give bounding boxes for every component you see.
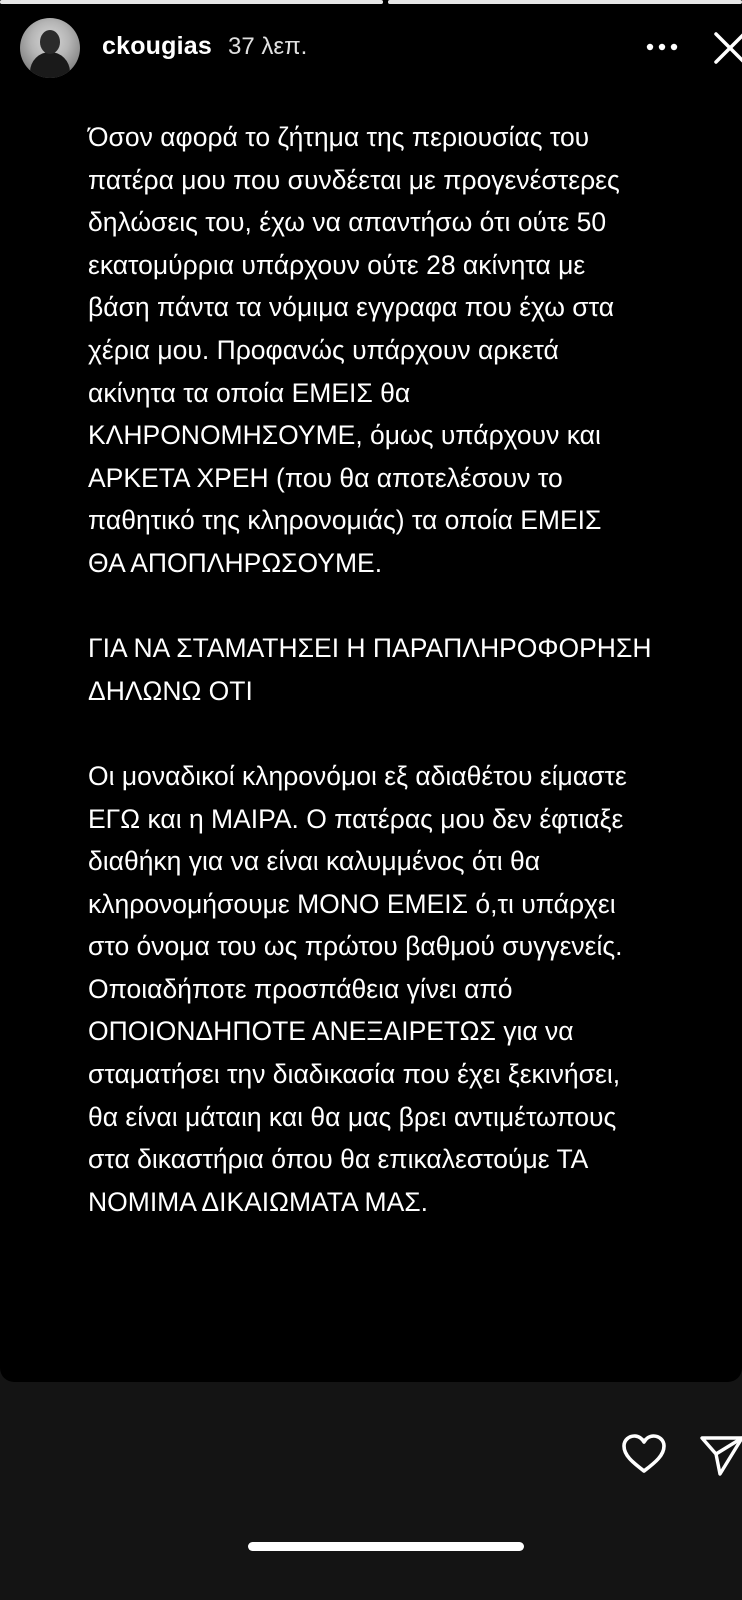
progress-segment-fill xyxy=(0,0,383,4)
story-progress-bar xyxy=(0,0,742,5)
heart-icon xyxy=(620,1432,668,1476)
progress-segment xyxy=(0,0,383,4)
progress-segment-fill xyxy=(388,0,742,4)
story-paragraph: Οι μοναδικοί κληρονόμοι εξ αδιαθέτου είμαστε ΕΓΩ και η ΜΑΙΡΑ. Ο πατέρας μου δεν έφτιαξε διαθήκη για να είναι καλυμμένος ότι θα κληρονομήσουμε ΜΟΝΟ ΕΜΕΙΣ ό,τι υπάρχει στο όνομα του ως πρώτου βαθμού συγγενείς. Οποιαδήποτε προσπάθεια γίνει από ΟΠΟΙΟΝΔΗΠΟΤΕ ΑΝΕΞΑΙΡΕΤΩΣ για να σταματήσει την διαδικασία που έχει ξεκινήσει, θα είναι μάταιη και θα μας βρει αντιμέτωπους στα δικαστήρια όπου θα επικαλεστούμε ΤΑ ΝΟΜΙΜΑ ΔΙΚΑΙΩΜΑΤΑ ΜΑΣ. xyxy=(88,760,627,1217)
progress-segment xyxy=(388,0,742,4)
avatar-figure xyxy=(30,52,70,78)
story-paragraph: ΓΙΑ ΝΑ ΣΤΑΜΑΤΗΣΕΙ Η ΠΑΡΑΠΛΗΡΟΦΟΡΗΣΗ ΔΗΛΩΝΩ ΟΤΙ xyxy=(88,633,652,706)
avatar[interactable] xyxy=(20,18,80,78)
avatar-figure-head xyxy=(40,30,60,54)
more-options-button[interactable] xyxy=(640,34,684,60)
home-indicator[interactable] xyxy=(248,1542,524,1551)
close-icon xyxy=(710,26,742,70)
username[interactable]: ckougias xyxy=(102,32,212,60)
story-text-block xyxy=(88,116,728,1266)
story-timestamp: 37 λεπ. xyxy=(228,33,308,60)
share-button[interactable] xyxy=(696,1430,742,1478)
send-icon xyxy=(696,1430,742,1478)
more-horizontal-icon xyxy=(640,34,684,60)
close-button[interactable] xyxy=(710,26,742,70)
like-button[interactable] xyxy=(620,1432,668,1476)
story-paragraph: Όσον αφορά το ζήτημα της περιουσίας του πατέρα μου που συνδέεται με προγενέστερες δηλώσεις του, έχω να απαντήσω ότι ούτε 50 εκατομύρρια υπάρχουν ούτε 28 ακίνητα με βάση πάντα τα νόμιμα εγγραφα που έχω στα χέρια μου. Προφανώς υπάρχουν αρκετά ακίνητα τα οποία ΕΜΕΙΣ θα ΚΛΗΡΟΝΟΜΗΣΟΥΜΕ, όμως υπάρχουν και ΑΡΚΕΤΑ ΧΡΕΗ (που θα αποτελέσουν το παθητικό της κληρονομιάς) τα οποία ΕΜΕΙΣ ΘΑ ΑΠΟΠΛΗΡΩΣΟΥΜΕ. xyxy=(88,122,620,578)
